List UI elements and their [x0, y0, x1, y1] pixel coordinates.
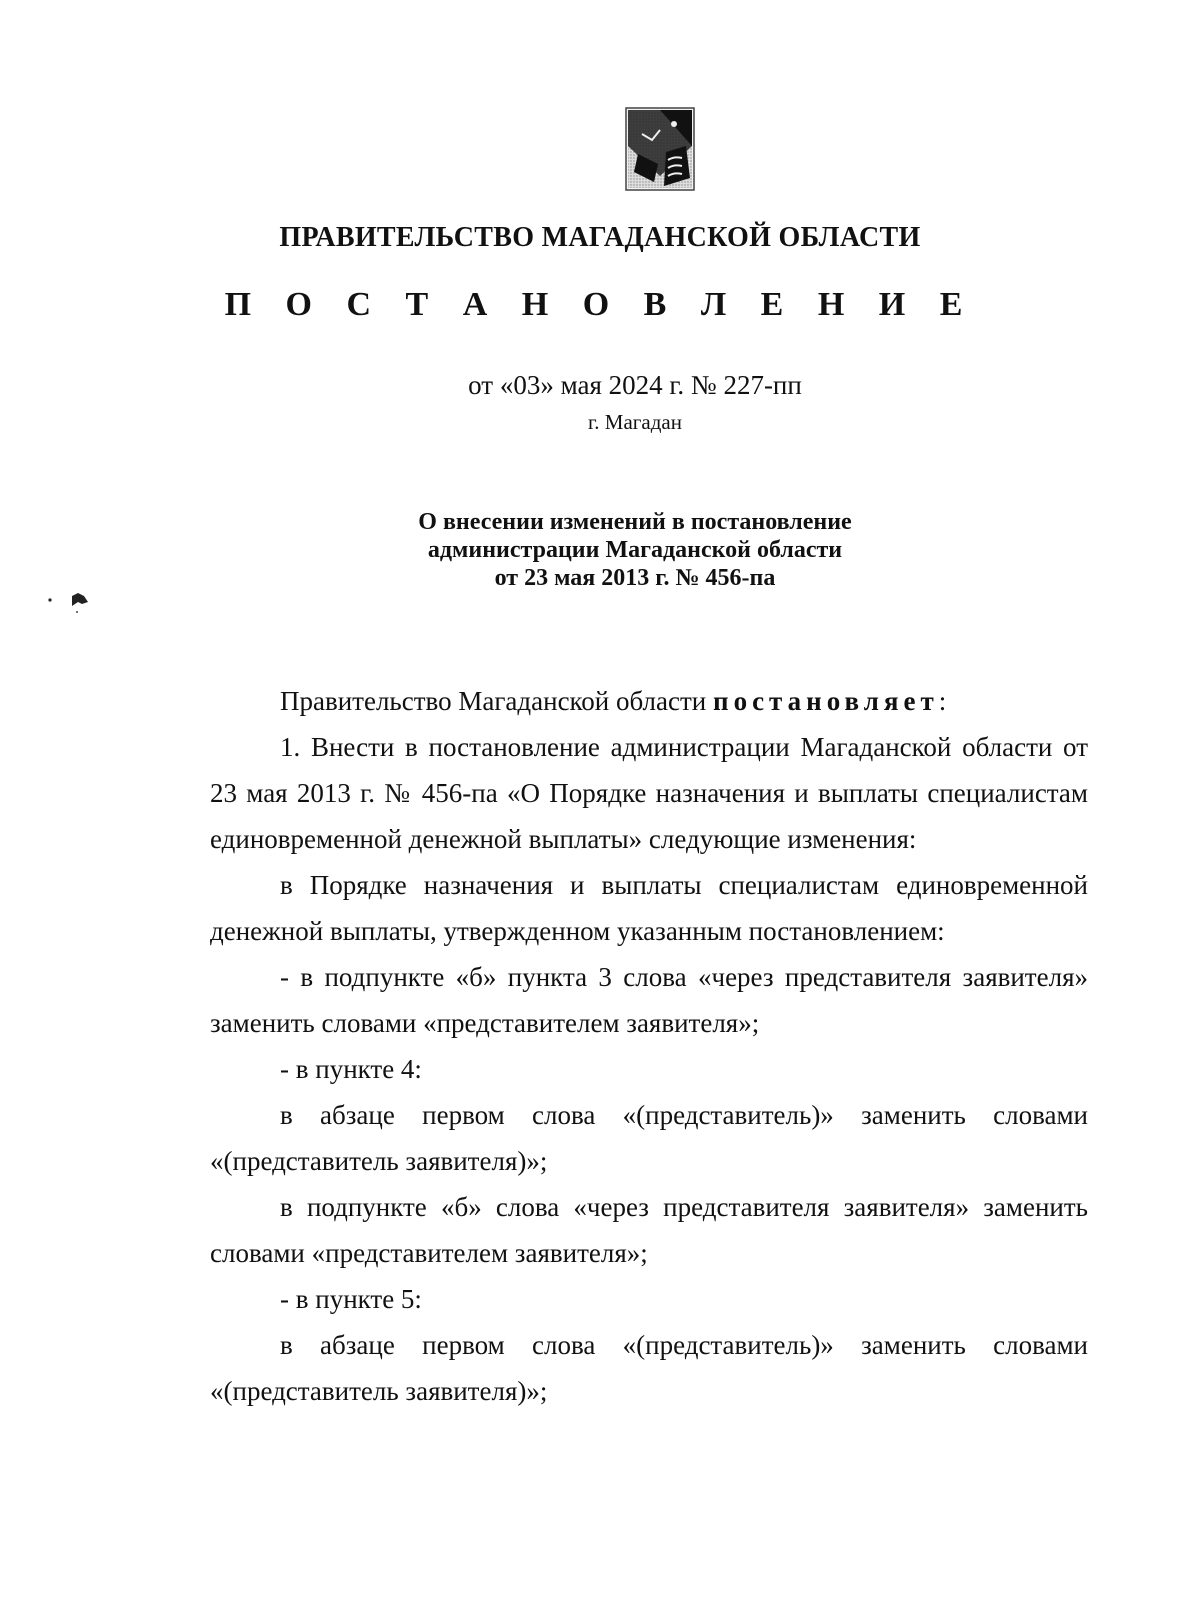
- organization-title: ПРАВИТЕЛЬСТВО МАГАДАНСКОЙ ОБЛАСТИ: [279, 222, 921, 253]
- intro-prefix: Правительство Магаданской области: [280, 686, 707, 716]
- paragraph-2: в Порядке назначения и выплаты специалистам единовременной денежной выплаты, утвержденном указанным постановлением:: [210, 870, 1088, 946]
- intro-verb: постановляет: [713, 686, 939, 716]
- ink-blot: [46, 588, 96, 618]
- intro-paragraph: [210, 678, 1088, 724]
- subject-line-3: от 23 мая 2013 г. № 456-па: [494, 565, 776, 591]
- paragraph-7: - в пункте 5:: [280, 1284, 422, 1314]
- document-body: [210, 678, 1088, 1414]
- document-type: П О С Т А Н О В Л Е Н И Е: [224, 286, 976, 323]
- paragraph-1: 1. Внести в постановление администрации Магаданской области от 23 мая 2013 г. № 456-па «О Порядке назначения и выплаты специалистам единовременной денежной выплаты» следующие изменения:: [210, 732, 1088, 854]
- document-subject: [0, 508, 1200, 592]
- paragraph-6: в подпункте «б» слова «через представителя заявителя» заменить словами «представителем заявителя»;: [210, 1192, 1088, 1268]
- subject-line-1: О внесении изменений в постановление: [418, 509, 852, 535]
- paragraph-5: в абзаце первом слова «(представитель)» заменить словами «(представитель заявителя)»;: [210, 1100, 1088, 1176]
- coat-of-arms-icon: [624, 106, 696, 192]
- paragraph-3: - в подпункте «б» пункта 3 слова «через представителя заявителя» заменить словами «представителем заявителя»;: [210, 962, 1088, 1038]
- paragraph-8: в абзаце первом слова «(представитель)» заменить словами «(представитель заявителя)»;: [210, 1330, 1088, 1406]
- city: г. Магадан: [588, 410, 682, 434]
- date-and-number: от «03» мая 2024 г. № 227-пп: [468, 370, 802, 400]
- paragraph-4: - в пункте 4:: [280, 1054, 422, 1084]
- subject-line-2: администрации Магаданской области: [427, 537, 843, 563]
- intro-suffix: :: [938, 686, 947, 716]
